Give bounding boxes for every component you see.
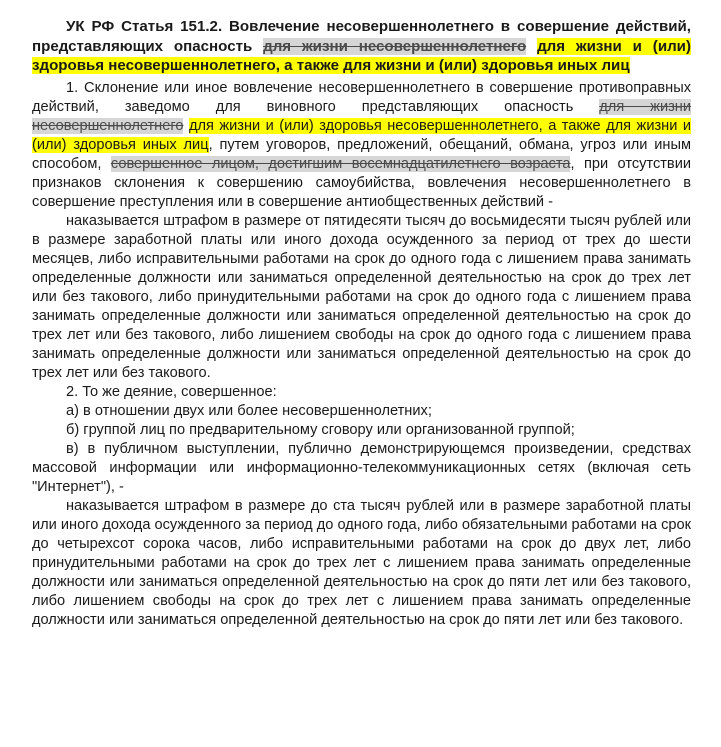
part-1-paragraph [32, 79, 691, 212]
part-1-inserted-text: для жизни и (или) здоровья несовершеннолетнего, а также для жизни и (или) здоровья иных лиц [32, 117, 691, 153]
title-deleted-text: для жизни несовершеннолетнего [263, 37, 527, 55]
part-1-tail: , при отсутствии признаков склонения к совершению самоубийства, вовлечения несовершеннолетнего в совершение преступления или в совершение антиобщественных действий - [32, 155, 691, 210]
item-c: в) в публичном выступлении, публично демонстрирующемся произведении, средствах массовой информации или информационно-телекоммуникационных сетях (включая сеть "Интернет"), - [32, 440, 691, 495]
part-1-deleted-text-1: для жизни несовершеннолетнего [32, 98, 691, 134]
title-lead: УК РФ Статья 151.2. Вовлечение несовершеннолетнего в совершение действий, представляющих опасность [32, 18, 691, 55]
article-title [32, 17, 691, 76]
item-b: б) группой лиц по предварительному сговору или организованной группой; [66, 421, 575, 438]
penalty-1-paragraph: наказывается штрафом в размере от пятидесяти тысяч до восьмидесяти тысяч рублей или в размере заработной платы или иного дохода осужденного за период от трех до шести месяцев, либо исправительными работами на срок до одного года с лишением права занимать определенные должности или заниматься определенной деятельностью на срок до трех лет или без такового, либо принудительными работами на срок до одного года с лишением права занимать определенные должности или заниматься определенной деятельностью на срок до трех лет или без такового, либо лишением свободы на срок до одного года с лишением права занимать определенные должности или заниматься определенной деятельностью на срок до трех лет или без такового. [32, 212, 691, 381]
part-2-heading: 2. То же деяние, совершенное: [66, 383, 277, 400]
penalty-2-paragraph: наказывается штрафом в размере до ста тысяч рублей или в размере заработной платы или иного дохода осужденного за период до одного года, либо обязательными работами на срок до четырехсот сорока часов, либо исправительными работами на срок до двух лет, либо принудительными работами на срок до трех лет с лишением права занимать определенные должности или заниматься определенной деятельностью на срок до пяти лет или без такового, либо лишением свободы на срок до трех лет с лишением права занимать определенные должности или заниматься определенной деятельностью на срок до пяти лет или без такового. [32, 497, 691, 628]
part-1-middle: , путем уговоров, предложений, обещаний, обмана, угроз или иным способом, [32, 136, 691, 172]
part-1-lead: 1. Склонение или иное вовлечение несовершеннолетнего в совершение противоправных действий, заведомо для виновного представляющих опасность [32, 79, 691, 115]
title-inserted-text: для жизни и (или) здоровья несовершеннолетнего, а также для жизни и (или) здоровья иных лиц [32, 37, 691, 75]
item-a: а) в отношении двух или более несовершеннолетних; [66, 402, 432, 419]
title-space [526, 38, 537, 55]
part-1-deleted-text-2: совершенное лицом, достигшим восемнадцатилетнего возраста [110, 155, 571, 172]
